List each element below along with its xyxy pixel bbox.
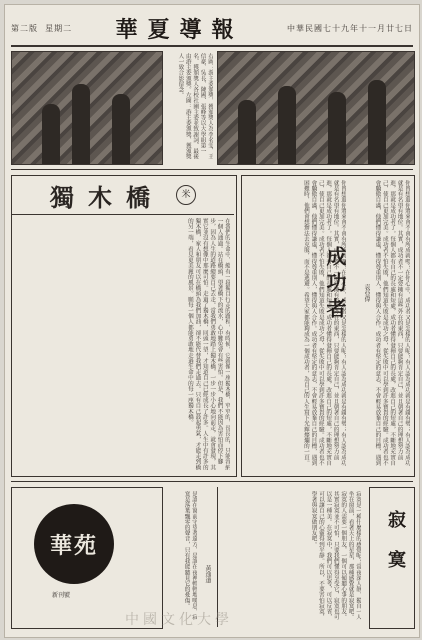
poem-body: 是誰在窗前守望著遠方，是誰在夜裡輕輕地嘆息，寂寞是落葉飄零的聲音，只有我能聽見它的憂傷。 [183, 491, 197, 620]
photo-person [42, 104, 60, 164]
photo-person [278, 86, 296, 164]
article-bridge-badge: 米 [176, 185, 196, 205]
emblem-label: 華苑 [49, 532, 98, 559]
article-success-body-b: 你曾想過你將來會不會有所成就嗎？在你心中，成功者又是怎樣的人呢？有人認為成功就是有錢有勢；有人認為成功就是有名望有地位。其實，成功者不一定要擁有這些外在的東西，只要能夠肯定自己，並且朝著自己的理想努力前進，那就是成功者了。每個人都有自己的長處和短處，成功者懂得發揮自己的長處，改進自己的短處，不斷地充實自己，使自己更加完美。成功者不怕失敗，他們知道失敗是成功之母，從失敗中可以學到許多寶貴的經驗。成功者也不會驕傲自滿，他們懂得謙虛，懂得尊重別人，懂得與人合作。成功者有堅定的意志，不會輕易放棄自己的目標，遇到困難時，他們會想辦法去克服，而不是逃避。希望大家都能夠成為一個成功者，為自己的人生寫下光輝燦爛的一頁。 [302, 180, 346, 466]
poem-author: 黃逸道 [204, 565, 211, 583]
article-success [241, 175, 415, 477]
article-bridge-title: 獨木橋 [50, 182, 164, 212]
masthead [11, 11, 413, 47]
article-bridge-header [12, 176, 234, 215]
hua-yuan-emblem [34, 504, 114, 584]
photo-person [328, 92, 346, 164]
issue-date: 中華民國七十九年十一月廿七日 [286, 23, 413, 33]
newspaper-title: 華夏導報 [115, 16, 244, 43]
section-divider [11, 169, 413, 170]
article-success-title: 成功者 [323, 246, 347, 324]
photo-person [368, 80, 386, 164]
newspaper-page [4, 4, 420, 638]
watermark: 中國文化大學 [125, 612, 233, 628]
weekday: 星期二 [45, 23, 73, 33]
article-success-author: 袁亞偉 [363, 284, 370, 302]
article-lonely-title-box [369, 487, 415, 629]
photo-person [112, 94, 130, 164]
emblem-block [11, 487, 163, 629]
section-divider [11, 481, 413, 482]
article-bridge-body: 在我們的生命中，總有一段獨自行走的路程，有時候，它就像一座獨木橋，窄窄的，長長的，只能容納一個人通過。站在橋頭，望著橋下的流水，心中難免會有些害怕。但是，我們不能因為害怕而停下腳步，因為人生的道路總要自己去走。當我們勇敢地踏上獨木橋，一步一步小心地向前走，就會發現，其實它並沒有想像中那麼可怕。走過了獨木橋，回頭一望，才知道自己已經成長了許多。人生中有許多的獨木橋，家人和朋友可以在橋頭為我們加油，卻不能代替我們走過去。只有自己鼓起勇氣，才能走到橋的另一端，看見更美麗的風景。願每一個人都能勇敢地走過生命中的每一座獨木橋。 [186, 218, 230, 470]
award-photo-left [11, 51, 163, 165]
edition-label [11, 23, 72, 34]
photo-person [238, 100, 256, 164]
photo-caption: 右圖：游主委頒獎，獲頒獎人為李名雯、王信豪、吳長、陳國、張峰等以大學組第一名、獲頒獎人各校社團主委並致謝詞、最後由游主委頒獎。左圖：游主委頒獎、獲頒獎人一致合影留念。 [177, 53, 213, 160]
article-success-body-a: 你曾想過你將來會不會有所成就嗎？在你心中，成功者又是怎樣的人呢？有人認為成功就是有錢有勢；有人認為成功就是有名望有地位。其實，成功者不一定要擁有這些外在的東西，只要能夠肯定自己，並且朝著自己的理想努力前進，那就是成功者了。每個人都有自己的長處和短處，成功者懂得發揮自己的長處，改進自己的短處，不斷地充實自己，使自己更加完美。成功者不怕失敗，他們知道失敗是成功之母，從失敗中可以學到許多寶貴的經驗。成功者也不會驕傲自滿，他們懂得謙虛，懂得尊重別人，懂得與人合作。成功者有堅定的意志，不會輕易放棄自己的目標，遇到 [374, 180, 410, 466]
award-photo-right [217, 51, 415, 165]
edition: 第二版 [11, 23, 38, 33]
photo-person [72, 84, 90, 164]
article-lonely-title: 寂寞 [385, 510, 406, 590]
emblem-caption: 新刊號 [52, 592, 71, 599]
column-rule [217, 487, 218, 627]
article-lonely-body: 寂寞是一種什麼樣的感覺呢？當夜深人靜，獨自一人坐在窗前，看著天上的星星，那種感覺就是寂寞吧。寂寞的人需要一個朋友，一個可以傾聽心事的朋友。其實寂寞並不可怕，只要我們懂得享受它，寂寞也可以是一種美。在寂寞中，我們可以思考，可以反省，可以讓自己的心靈得到平靜。所以，不要害怕寂寞，學著與寂寞做朋友吧。 [310, 491, 361, 620]
article-bridge [11, 175, 237, 477]
